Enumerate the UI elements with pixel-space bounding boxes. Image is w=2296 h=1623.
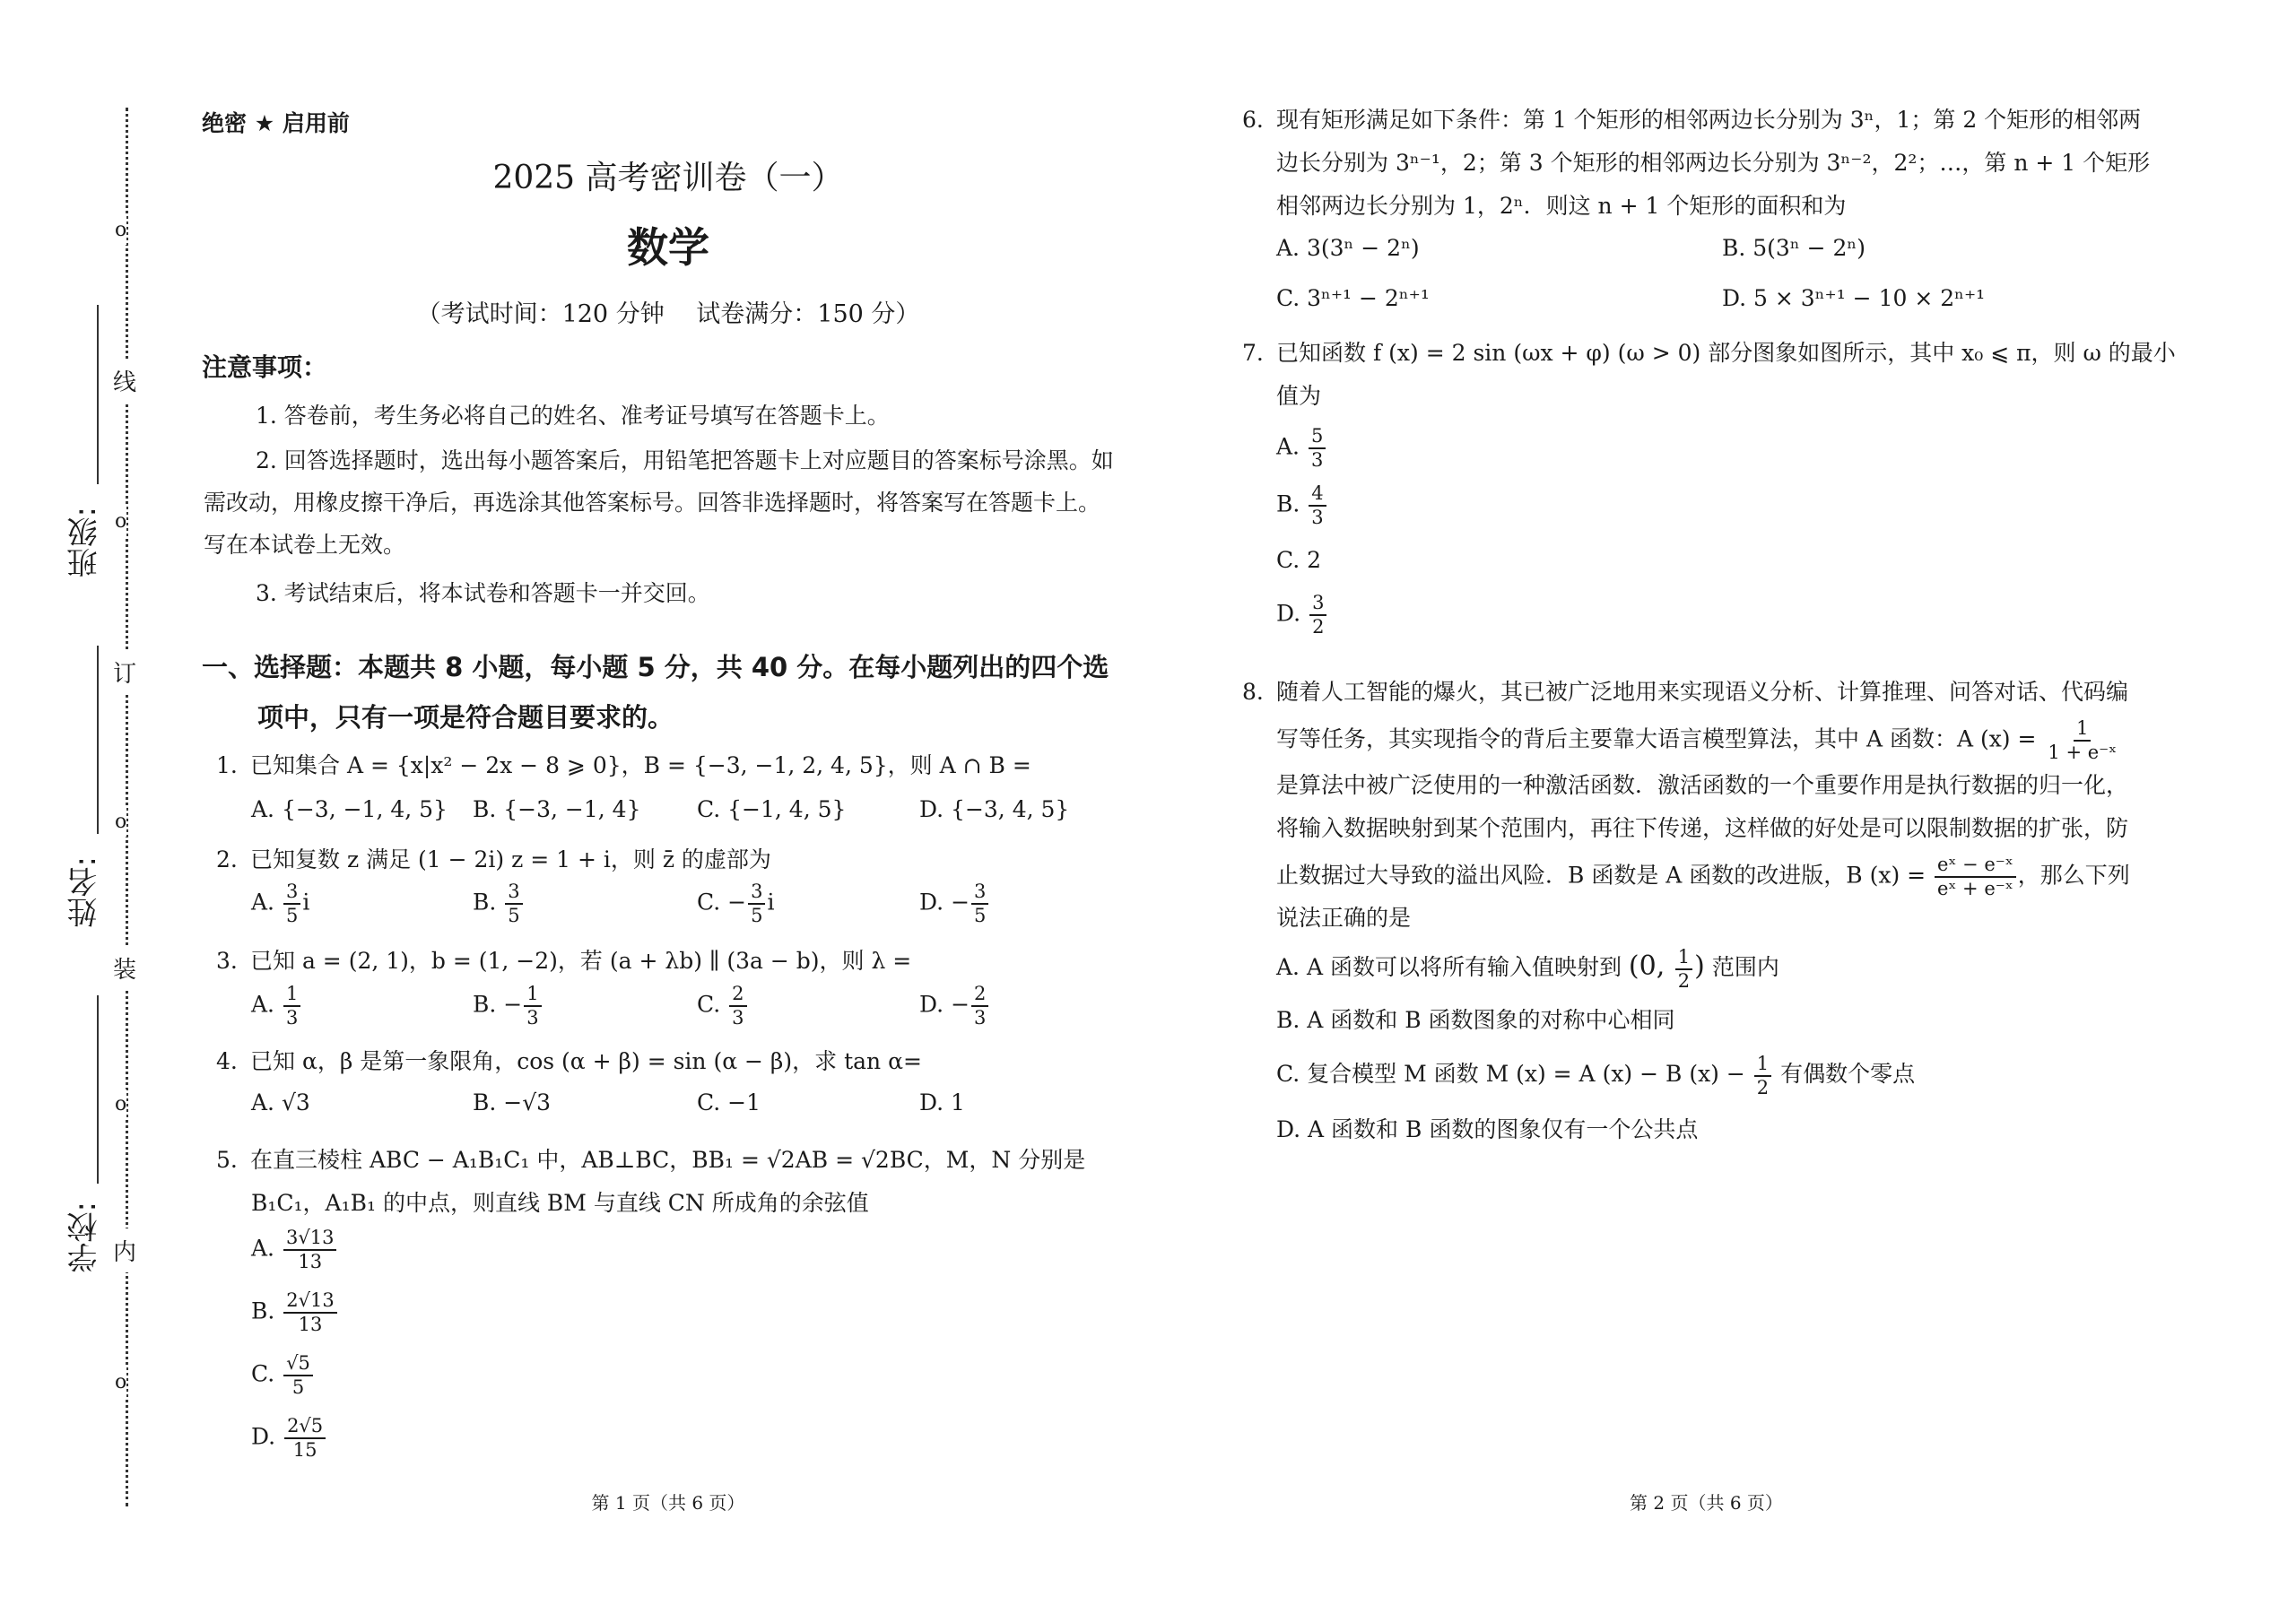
school-field-label: 学校: <box>67 1202 103 1273</box>
binding-ring-mark: o <box>115 807 126 837</box>
numerator: √5 <box>283 1352 313 1376</box>
numerator: 3 <box>748 881 765 905</box>
q5-option-a[interactable] <box>251 1227 338 1273</box>
q2-option-a[interactable] <box>251 881 309 927</box>
option-label: A. <box>1276 433 1300 460</box>
q6-option-a[interactable]: A. 3(3ⁿ − 2ⁿ) <box>1276 235 1420 261</box>
stem-text: ，那么下列 <box>2017 862 2130 889</box>
denominator: 13 <box>298 1251 323 1272</box>
question-6-stem <box>1242 99 2141 141</box>
q6-option-d[interactable]: D. 5 × 3ⁿ⁺¹ − 10 × 2ⁿ⁺¹ <box>1722 285 1986 311</box>
school-field-line[interactable] <box>97 995 99 1184</box>
page-1 <box>202 0 1135 1623</box>
binding-ring-mark: o <box>115 1367 126 1397</box>
binding-word-nei: 内 <box>113 1228 136 1272</box>
imag-unit: i <box>767 889 775 916</box>
imag-unit: i <box>302 889 310 916</box>
binding-word-ding: 订 <box>113 650 136 694</box>
option-label: C. <box>251 1360 275 1387</box>
q6-option-b[interactable]: B. 5(3ⁿ − 2ⁿ) <box>1722 235 1866 261</box>
numerator: 3 <box>1309 592 1326 616</box>
denominator: 5 <box>285 905 299 926</box>
question-8-line-6: 说法正确的是 <box>1276 905 1412 931</box>
question-number: 5. <box>216 1147 238 1173</box>
numerator: 1 <box>1675 946 1692 970</box>
fraction <box>1754 1053 1771 1099</box>
q4-option-b[interactable]: B. −√3 <box>473 1089 552 1115</box>
q5-option-b[interactable] <box>251 1289 339 1336</box>
q8-option-b[interactable]: B. A 函数和 B 函数图象的对称中心相同 <box>1276 1007 1675 1033</box>
numerator: 2√13 <box>283 1289 336 1314</box>
question-text: 已知集合 A = {x|x² − 2x − 8 ⩾ 0}，B = {−3, −1, 2, 4, 5}，则 A ∩ B = <box>250 752 1031 778</box>
question-8-line-4: 将输入数据映射到某个范围内，再往下传递，这样做的好处是可以限制数据的扩张，防 <box>1276 815 2129 841</box>
question-2-stem <box>216 838 771 881</box>
question-1-stem <box>216 744 1031 786</box>
fraction <box>505 881 522 927</box>
denominator: 5 <box>974 905 987 926</box>
q1-option-d[interactable]: D. {−3, 4, 5} <box>919 796 1070 822</box>
question-8-line-3: 是算法中被广泛使用的一种激活函数．激活函数的一个重要作用是执行数据的归一化， <box>1276 772 2129 798</box>
option-label: A. <box>251 1235 275 1262</box>
fraction <box>283 1289 336 1336</box>
fraction <box>1675 946 1692 993</box>
q7-option-a[interactable] <box>1276 425 1327 472</box>
question-7-stem-cont: 值为 <box>1276 383 1322 409</box>
option-label: B. <box>473 991 497 1018</box>
denominator: 1 + e⁻ˣ <box>2048 742 2118 763</box>
question-text: 已知 α，β 是第一象限角，cos (α + β) = sin (α − β)，求 tan α= <box>250 1048 922 1074</box>
binding-margin <box>0 0 179 1623</box>
q1-option-c[interactable]: C. {−1, 4, 5} <box>697 796 847 822</box>
exam-info: （考试时间：120 分钟 试卷满分：150 分） <box>416 300 920 328</box>
question-5-stem-cont: B₁C₁，A₁B₁ 的中点，则直线 BM 与直线 CN 所成角的余弦值 <box>251 1190 869 1216</box>
question-number: 4. <box>216 1048 238 1074</box>
numerator: 1 <box>2074 717 2091 742</box>
option-label: B. <box>1276 490 1300 517</box>
denominator: 3 <box>732 1007 744 1028</box>
question-text: 现有矩形满足如下条件：第 1 个矩形的相邻两边长分别为 3ⁿ，1；第 2 个矩形的相邻两 <box>1276 107 2142 133</box>
option-label: C. <box>1276 547 1300 573</box>
option-label: A. <box>251 889 275 916</box>
q8-option-c[interactable] <box>1276 1047 1915 1101</box>
option-label: C. <box>697 889 721 916</box>
fraction <box>748 881 765 927</box>
binding-word-zhuang: 装 <box>113 946 136 990</box>
fraction <box>284 1415 326 1462</box>
denominator: 13 <box>298 1314 323 1335</box>
q8-option-a[interactable] <box>1276 940 1779 994</box>
notice-item-2: 2. 回答选择题时，选出每小题答案后，用铅笔把答题卡上对应题目的答案标号涂黑。如 <box>256 447 1114 473</box>
denominator: 2 <box>1756 1076 1770 1098</box>
numerator: 3 <box>971 881 988 905</box>
option-text: A. A 函数可以将所有输入值映射到 <box>1276 954 1622 980</box>
exam-title: 2025 高考密训卷（一） <box>492 160 844 196</box>
interval-close: ) <box>1694 950 1705 982</box>
question-6-stem-cont: 边长分别为 3ⁿ⁻¹，2；第 3 个矩形的相邻两边长分别为 3ⁿ⁻²，2²；…，第 n + 1 个矩形 <box>1276 150 2151 176</box>
numerator: 5 <box>1309 425 1326 449</box>
denominator: 5 <box>751 905 763 926</box>
tanh-fraction <box>1935 854 2016 900</box>
option-label: B. <box>473 889 497 916</box>
fraction <box>524 983 541 1029</box>
option-label: D. <box>919 889 944 916</box>
denominator: 3 <box>285 1007 299 1028</box>
question-text: 随着人工智能的爆火，其已被广泛地用来实现语义分析、计算推理、问答对话、代码编 <box>1276 679 2129 705</box>
denominator: eˣ + e⁻ˣ <box>1937 878 2013 899</box>
page-2-footer: 第 2 页（共 6 页） <box>1630 1492 1783 1514</box>
denominator: 15 <box>292 1439 317 1461</box>
option-text: C. 复合模型 M 函数 M (x) = A (x) − B (x) − <box>1276 1061 1745 1087</box>
option-text: 范围内 <box>1711 954 1779 980</box>
question-text: 已知函数 f (x) = 2 sin (ωx + φ) (ω > 0) 部分图象如图所示，其中 x₀ ⩽ π，则 ω 的最小 <box>1276 340 2176 366</box>
denominator: 2 <box>1312 616 1325 638</box>
denominator: 2 <box>1677 969 1691 992</box>
minus-sign: − <box>951 991 970 1018</box>
option-value: 2 <box>1307 547 1322 573</box>
stem-text: 止数据过大导致的溢出风险．B 函数是 A 函数的改进版，B (x) = <box>1276 862 1926 889</box>
q5-option-c[interactable] <box>251 1352 315 1399</box>
option-label: C. <box>697 991 721 1018</box>
question-number: 7. <box>1242 340 1264 366</box>
binding-ring-mark: o <box>115 1089 126 1119</box>
denominator: 5 <box>508 905 520 926</box>
name-field-line[interactable] <box>97 646 99 834</box>
binding-ring-mark: o <box>115 215 126 245</box>
question-text: 已知 a = (2, 1)，b = (1, −2)，若 (a + λb) ∥ (3a − b)，则 λ = <box>250 948 912 974</box>
binding-word-xian: 线 <box>113 359 136 403</box>
class-field-line[interactable] <box>97 305 99 484</box>
numerator: 2√5 <box>284 1415 326 1439</box>
q2-option-c[interactable] <box>697 881 774 927</box>
option-label: B. <box>251 1298 275 1324</box>
subject-title: 数学 <box>627 223 709 272</box>
minus-sign: − <box>503 991 523 1018</box>
sigmoid-fraction <box>2045 717 2119 764</box>
fraction <box>1309 482 1326 529</box>
q6-option-c[interactable]: C. 3ⁿ⁺¹ − 2ⁿ⁺¹ <box>1276 285 1430 311</box>
fraction <box>283 1227 336 1273</box>
option-label: D. <box>1276 600 1301 627</box>
q7-option-d[interactable] <box>1276 592 1328 638</box>
fraction <box>729 983 746 1029</box>
question-8-line-2 <box>1276 717 2121 764</box>
section-1-heading: 一、选择题：本题共 8 小题，每小题 5 分，共 40 分。在每小题列出的四个选 <box>202 652 1109 682</box>
interval-open: (0, <box>1628 950 1674 982</box>
q1-option-b[interactable]: B. {−3, −1, 4} <box>473 796 641 822</box>
numerator: 1 <box>524 983 541 1007</box>
numerator: 1 <box>283 983 300 1007</box>
fraction <box>283 1352 313 1399</box>
question-number: 6. <box>1242 107 1264 133</box>
q3-option-c[interactable] <box>697 983 749 1029</box>
q3-option-d[interactable] <box>919 983 990 1029</box>
page-2 <box>1242 0 2176 1623</box>
question-8-stem <box>1242 671 2128 713</box>
option-text: 有偶数个零点 <box>1780 1061 1916 1087</box>
fraction <box>1309 425 1326 472</box>
denominator: 3 <box>1311 507 1324 528</box>
denominator: 3 <box>526 1007 539 1028</box>
q4-option-c[interactable]: C. −1 <box>697 1089 761 1115</box>
numerator: 1 <box>1754 1053 1771 1077</box>
question-number: 2. <box>216 846 238 872</box>
secret-label: 绝密 ★ 启用前 <box>202 110 350 136</box>
question-4-stem <box>216 1040 922 1082</box>
question-number: 1. <box>216 752 238 778</box>
numerator: 3√13 <box>283 1227 336 1251</box>
minus-sign: − <box>727 889 747 916</box>
question-text: 在直三棱柱 ABC − A₁B₁C₁ 中，AB⊥BC，BB₁ = √2AB = √2BC，M，N 分别是 <box>250 1147 1086 1173</box>
question-7-stem <box>1242 332 2176 374</box>
numerator: 3 <box>283 881 300 905</box>
q3-option-a[interactable] <box>251 983 302 1029</box>
option-label: D. <box>251 1423 276 1450</box>
fraction <box>971 983 988 1029</box>
q3-option-b[interactable] <box>473 983 544 1029</box>
denominator: 3 <box>1310 449 1324 471</box>
question-5-stem <box>216 1139 1085 1181</box>
notice-item-2-cont: 需改动，用橡皮擦干净后，再选涂其他答案标号。回答非选择题时，将答案写在答题卡上。 <box>204 490 1101 516</box>
question-8-line-5 <box>1276 854 2130 900</box>
numerator: 4 <box>1309 482 1326 507</box>
fraction <box>283 881 300 927</box>
question-3-stem <box>216 940 911 982</box>
question-6-stem-cont2: 相邻两边长分别为 1，2ⁿ．则这 n + 1 个矩形的面积和为 <box>1276 193 1847 219</box>
section-1-heading-cont: 项中，只有一项是符合题目要求的。 <box>257 702 674 733</box>
q4-option-a[interactable]: A. √3 <box>251 1089 310 1115</box>
notice-item-2-cont2: 写在本试卷上无效。 <box>204 532 406 558</box>
q2-option-d[interactable] <box>919 881 990 927</box>
numerator: eˣ − e⁻ˣ <box>1935 854 2016 878</box>
question-text: 已知复数 z 满足 (1 − 2i) z = 1 + i，则 z̄ 的虚部为 <box>250 846 771 872</box>
minus-sign: − <box>951 889 970 916</box>
q1-option-a[interactable]: A. {−3, −1, 4, 5} <box>251 796 448 822</box>
q7-option-b[interactable] <box>1276 482 1328 529</box>
q2-option-b[interactable] <box>473 881 525 927</box>
notice-item-1: 1. 答卷前，考生务必将自己的姓名、准考证号填写在答题卡上。 <box>256 403 890 429</box>
question-number: 3. <box>216 948 238 974</box>
q4-option-d[interactable]: D. 1 <box>919 1089 965 1115</box>
fraction <box>283 983 300 1029</box>
class-field-label: 班级: <box>67 507 103 578</box>
q7-option-c[interactable] <box>1276 547 1321 573</box>
denominator: 5 <box>291 1376 305 1398</box>
q5-option-d[interactable] <box>251 1415 327 1462</box>
numerator: 2 <box>729 983 746 1007</box>
notice-heading: 注意事项： <box>202 352 328 382</box>
fraction <box>971 881 988 927</box>
stem-text: 写等任务，其实现指令的背后主要靠大语言模型算法，其中 A 函数：A (x) = <box>1276 725 2037 752</box>
name-field-label: 姓名: <box>67 856 103 928</box>
question-number: 8. <box>1242 679 1264 705</box>
numerator: 3 <box>505 881 522 905</box>
q8-option-d[interactable]: D. A 函数和 B 函数的图象仅有一个公共点 <box>1276 1116 1699 1142</box>
option-label: A. <box>251 991 275 1018</box>
notice-item-3: 3. 考试结束后，将本试卷和答题卡一并交回。 <box>256 580 710 606</box>
denominator: 3 <box>974 1007 987 1028</box>
numerator: 2 <box>971 983 988 1007</box>
page-1-footer: 第 1 页（共 6 页） <box>591 1492 745 1514</box>
option-label: D. <box>919 991 944 1018</box>
binding-ring-mark: o <box>115 507 126 536</box>
fraction <box>1309 592 1326 638</box>
